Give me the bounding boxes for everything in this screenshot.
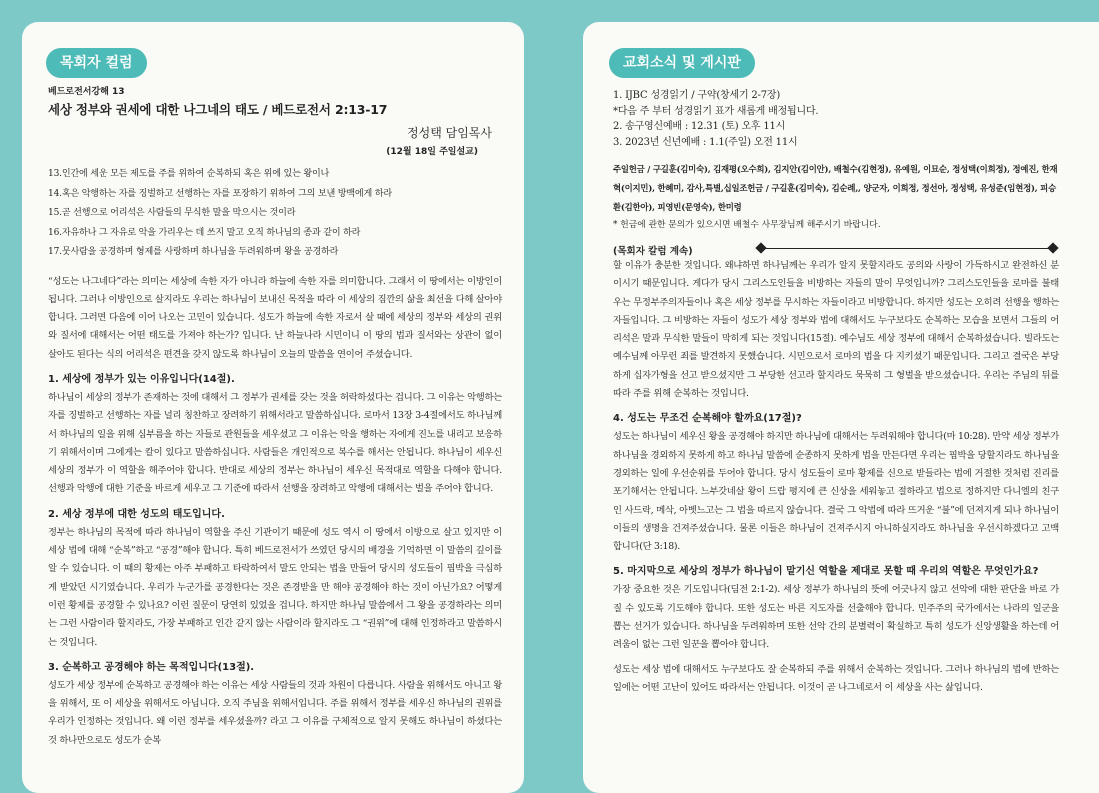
offering-contact-note: * 헌금에 관한 문의가 있으시면 배철수 사무장님께 해주시기 바랍니다. xyxy=(613,220,881,230)
notice-item: *다음 주 부터 성경읽기 표가 새롭게 배정됩니다. xyxy=(613,105,819,117)
sermon-date: (12월 18일 주일설교) xyxy=(386,147,478,157)
section-heading: 3. 순복하고 공경해야 하는 목적입니다(13절). xyxy=(48,661,255,673)
verse-line: 16.자유하나 그 자유로 악을 가리우는 데 쓰지 말고 오직 하나님의 종과 같이 하라 xyxy=(48,227,361,238)
section-heading: 1. 세상에 정부가 있는 이유입니다(14절). xyxy=(48,373,235,385)
left-page xyxy=(22,22,524,793)
church-news-badge: 교회소식 및 게시판 xyxy=(609,48,755,78)
notice-item: 1. IJBC 성경읽기 / 구약(창세기 2-7장) xyxy=(613,90,781,101)
section-text: 성도는 하나님이 세우신 왕을 공경해야 하지만 하나님에 대해서는 두려워해야 합니다(마 10:28). 만약 세상 정부가 하나님을 경외하지 못하게 하고 하나님 말씀에 순종하지 못하게 법을 만든다면 우리는 핍박을 당할지라도 하나님을 경외하는 일에 우선순위를 두어야 합니다. 당시 성도들이 로마 황제를 신으로 받들라는 법에 거절한 것처럼 진리를 포기해서는 안됩니다. 느부갓네살 왕이 드랍 평지에 큰 신상을 세워놓고 절하라고 법으로 정하지만 다니엘의 친구인 사드락, 메삭, 아벳느고는 그 법을 따르지 않습니다. 결국 그 악법에 따라 뜨거운 “불”에 던져지게 되나 하나님이 이들의 생명을 건져주셨습니다. 물론 이들은 하나님이 건져주시지 아니하실지라도 하나님을 우선시하겠다고 고백합니다(단 3:18). xyxy=(613,431,1059,553)
closing-paragraph: 성도는 세상 법에 대해서도 누구보다도 잘 순복하되 주를 위해서 순복하는 것입니다. 그러나 하나님의 법에 반하는 일에는 어떤 고난이 있어도 따라서는 안됩니다. 이것이 곧 나그네로서 이 세상을 사는 삶입니다. xyxy=(613,663,1059,693)
section-text: 하나님이 세상의 정부가 존재하는 것에 대해서 그 정부가 권세를 갖는 것을 허락하셨다는 겁니다. 그 이유는 악행하는 자를 징벌하고 선행하는 자를 널리 칭찬하고 장려하기 위해서라고 말씀하십니다. 로마서 13장 3-4절에서도 하나님께서 하나님의 일을 위해 심부름을 하는 자들로 관원들을 세우셨고 그 이유는 악을 행하는 자에게 진노를 내리고 보응하기 위해서이며 그에게는 칼이 있다고 말씀하십니다. 사람들은 개인적으로 복수를 해서는 안됩니다. 하나님이 세우신 세상의 정부가 이 역할을 해주어야 합니다. 반대로 세상의 정부는 하나님이 세우신 목적대로 역할을 다해야 합니다. 선행과 악행에 대한 기준을 바르게 세우고 그 기준에 따라서 선행을 장려하고 악행에 대해서는 벌을 주어야 합니다. xyxy=(48,391,502,495)
right-page xyxy=(583,22,1099,793)
section-text: 가장 중요한 것은 기도입니다(딤전 2:1-2). 세상 정부가 하나님의 뜻에 어긋나지 않고 선악에 대한 판단을 바로 가질 수 있도록 기도해야 합니다. 또한 성도는 바른 지도자를 선출해야 합니다. 민주주의 국가에서는 나라의 일군을 뽑는 선거가 있습니다. 하나님을 두려워하며 또한 선악 간의 분별력이 확실하고 특히 성도가 신앙생활을 하는데 어려움이 없는 그런 일꾼을 뽑아야 합니다. xyxy=(613,584,1059,651)
verse-line: 14.혹은 악행하는 자를 징벌하고 선행하는 자를 포장하기 위하여 그의 보낸 방백에게 하라 xyxy=(48,188,392,199)
continued-header xyxy=(613,239,1059,257)
section-heading: 5. 마지막으로 세상의 정부가 하나님이 맡기신 역할을 제대로 못할 때 우리의 역할은 무엇인가요? xyxy=(613,566,1039,578)
verse-line: 15.곧 선행으로 어리석은 사람들의 무식한 말을 막으시는 것이라 xyxy=(48,208,296,218)
section-text: 정부는 하나님의 목적에 따라 하나님이 역할을 주신 기관이기 때문에 성도 역시 이 땅에서 이방으로 살고 있지만 이 세상 법에 대해 “순복”하고 “공경”해야 합니다. 특히 베드로전서가 쓰였던 당시의 배경을 기억하면 이 말씀의 깊이를 알 수 있습니다. 이 때의 황제는 아주 부패하고 타락하여서 말도 안되는 법을 만들어 당시의 성도들이 핍박을 극심하게 받았던 시기였습니다. 우리가 누군가를 공경한다는 것은 존경받을 만 해야 공경해야 하는 것이 아닌가요? 어떻게 이런 황제를 공경할 수 있나요? 이런 질문이 당연히 있었을 겁니다. 하지만 하나님 말씀에서 그 왕을 공경하라는 의미는 그런 사람이라 할지라도, 가장 부패하고 인간 같지 않는 사람이라 할지라도 그 “권위”에 대해 인정하라고 말씀하시는 것입니다. xyxy=(48,526,502,648)
sermon-title: 세상 정부와 권세에 대한 나그네의 태도 / 베드로전서 2:13-17 xyxy=(48,102,388,117)
verse-line: 17.뭇사람을 공경하며 형제를 사랑하며 하나님을 두려워하며 왕을 공경하라 xyxy=(48,247,339,257)
sermon-series: 베드로전서강해 13 xyxy=(48,87,125,97)
section-heading: 2. 세상 정부에 대한 성도의 태도입니다. xyxy=(48,508,225,520)
preacher-name: 정성택 담임목사 xyxy=(407,126,492,140)
diamond-left-icon xyxy=(755,242,766,253)
scripture-verses xyxy=(48,165,502,263)
divider-line xyxy=(761,248,1053,249)
notice-list xyxy=(613,88,1059,150)
offering-list: 주일헌금 / 구길훈(김미숙), 김재평(오수희), 김지안(김이안), 배철수(김현정), 유예원, 이묘순, 정성택(이희정), 정예진, 한재혁(이지민), 한혜미, 감사,특별,십일조헌금 / 구길훈(김미숙), 김순례,, 양군자, 이희정, 정선아, 정성택, 유성준(임현정), 피승환(김한아), 피영빈(문영숙), 한미령 xyxy=(613,164,1058,212)
notice-item: 2. 송구영신예배 : 12.31 (토) 오후 11시 xyxy=(613,121,786,132)
continued-label: (목회자 칼럼 계속) xyxy=(613,246,693,257)
intro-paragraph: “성도는 나그네다”라는 의미는 세상에 속한 자가 아니라 하늘에 속한 자를 의미합니다. 그래서 이 땅에서는 이방인이 됩니다. 그러나 이방인으로 살지라도 우리는 하나님이 보내신 목적을 따라 이 세상의 짐깐의 삶을 최선을 다해 살아야 합니다. 그러면 다음에 이어 나오는 고민이 있습니다. 성도가 하늘에 속한 자로서 살 때에 세상의 정부와 세상의 권위와 질서에 대해서는 어떤 태도를 가져야 하는가? 입니다. 난 하늘나라 시민이니 이 땅의 법과 질서와는 상관이 없이 살아도 된다는 식의 어리석은 편견을 갖지 않도록 하나님이 오늘의 말씀을 연이어 주셨습니다. xyxy=(48,275,502,360)
continued-text: 할 이유가 충분한 것입니다. 왜냐하면 하나님께는 우리가 알지 못할지라도 공의와 사랑이 가득하시고 완전하신 분이시기 때문입니다. 게다가 당시 그리스도인들을 비방하는 자들의 말이 무엇입니까? 그리스도인들을 로마를 불태우는 무정부주의자들이나 혹은 세상 정부를 무시하는 자들이라고 비방합니다. 하지만 성도는 오히려 선행을 행하는 자들입니다. 그 비방하는 자들이 성도가 세상 정부와 법에 대해서도 누구보다도 순복하는 모습을 보면서 그들의 어리석은 말과 무식한 말들이 막히게 되는 것입니다(15절). 예수님도 세상 정부에 대해서 순복하셨습니다. 빌라도는 예수님께 아무런 죄를 발견하지 못했습니다. 시민으로서 로마의 법을 다 지키셨기 때문입니다. 그리고 결국은 부당하게 십자가형을 선고 받으셨지만 그 부당한 선고라 할지라도 묵묵히 그 형벌을 받으셨습니다. 우리는 주님의 뒤를 따라 주를 위해 순복하는 것입니다. xyxy=(613,260,1059,400)
pastor-column-badge: 목회자 컬럼 xyxy=(46,48,147,78)
section-heading: 4. 성도는 무조건 순복해야 할까요(17절)? xyxy=(613,413,802,425)
section-text: 성도가 세상 정부에 순복하고 공경해야 하는 이유는 세상 사람들의 것과 차원이 다릅니다. 사람을 위해서도 아니고 왕을 위해서, 또 이 세상을 위해서도 아닙니다. 오직 주님을 위해서입니다. 주를 위해서 정부를 세우신 하나님의 권위를 우리가 인정하는 것입니다. 왜 이런 정부를 세우셨을까? 라고 그 이유를 구체적으로 알지 못해도 하나님이 하셨다는 것 하나만으로도 성도가 순복 xyxy=(48,679,502,746)
verse-line: 13.인간에 세운 모든 제도를 주를 위하여 순복하되 혹은 위에 있는 왕이나 xyxy=(48,169,330,179)
diamond-right-icon xyxy=(1047,242,1058,253)
notice-item: 3. 2023년 신년예배 : 1.1(주일) 오전 11시 xyxy=(613,136,798,148)
